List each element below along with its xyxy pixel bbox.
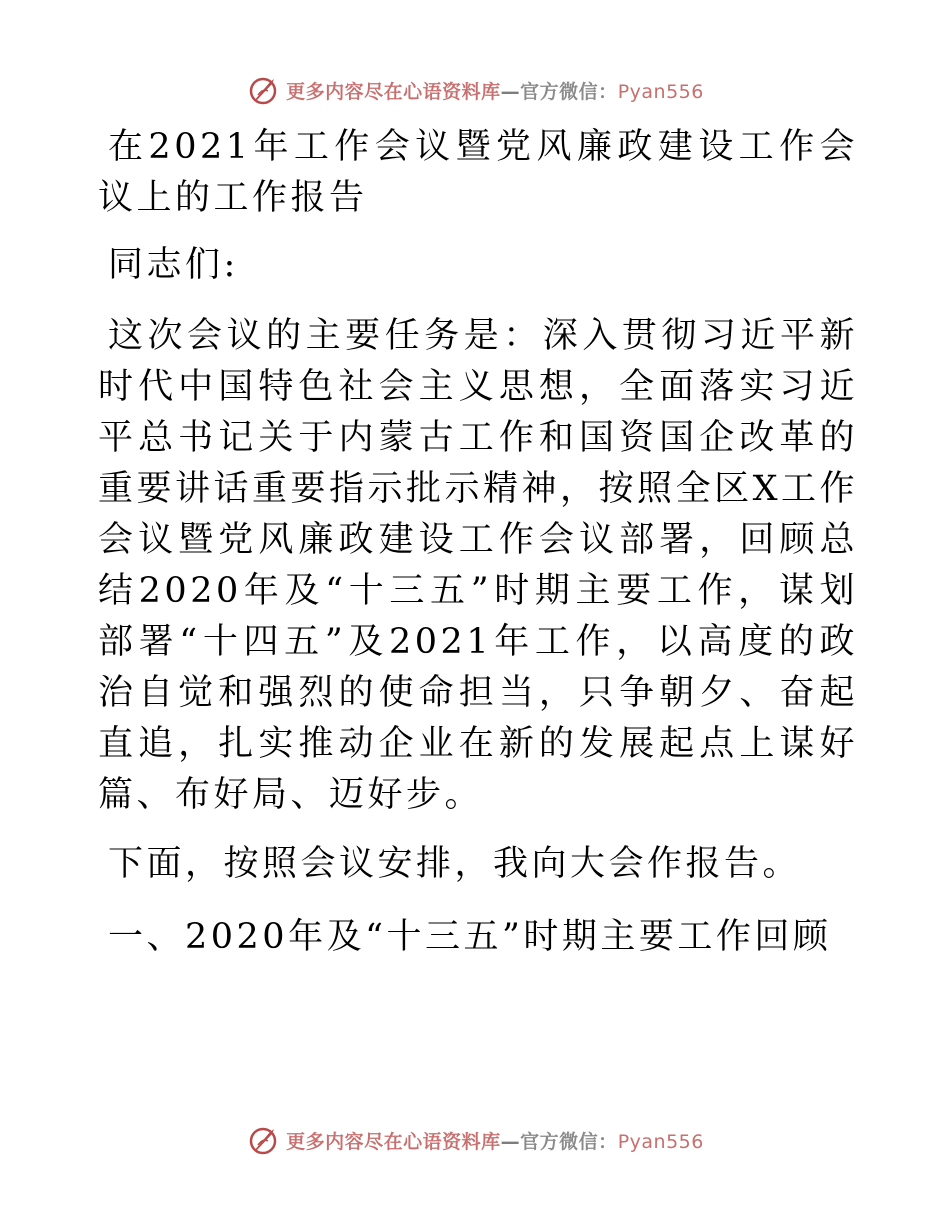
watermark-wechat-id: Pyan556 [617, 80, 704, 103]
watermark-separator: — [500, 80, 521, 103]
watermark-main: 更多内容尽在心语资料库 [286, 1130, 501, 1153]
watermark-wechat-label: 官方微信： [520, 80, 618, 103]
watermark-wechat-label: 官方微信： [520, 1130, 618, 1153]
document-body [98, 122, 858, 963]
salutation: 同志们: [108, 245, 239, 285]
body-paragraph: 下面，按照会议安排，我向大会作报告。 [108, 844, 802, 884]
quill-seal-logo-icon [246, 1123, 280, 1157]
quill-seal-logo-icon [246, 73, 280, 107]
document-title: 在2021年工作会议暨党风廉政建设工作会议上的工作报告 [98, 127, 858, 218]
header-watermark [0, 70, 950, 110]
watermark-separator: — [500, 1130, 521, 1153]
body-paragraph: 这次会议的主要任务是：深入贯彻习近平新时代中国特色社会主义思想，全面落实习近平总书记关于内蒙古工作和国资国企改革的重要讲话重要指示批示精神，按照全区X工作会议暨党风廉政建设工作会议部署，回顾总结2020年及“十三五”时期主要工作，谋划部署“十四五”及2021年工作，以高度的政治自觉和强烈的使命担当，只争朝夕、奋起直追，扎实推动企业在新的发展起点上谋好篇、布好局、迈好步。 [98, 316, 858, 815]
watermark-wechat-id: Pyan556 [617, 1130, 704, 1153]
footer-watermark [0, 1120, 950, 1160]
watermark-text [286, 77, 704, 104]
watermark-text [286, 1127, 704, 1154]
section-heading: 一、2020年及“十三五”时期主要工作回顾 [108, 917, 832, 957]
watermark-main: 更多内容尽在心语资料库 [286, 80, 501, 103]
